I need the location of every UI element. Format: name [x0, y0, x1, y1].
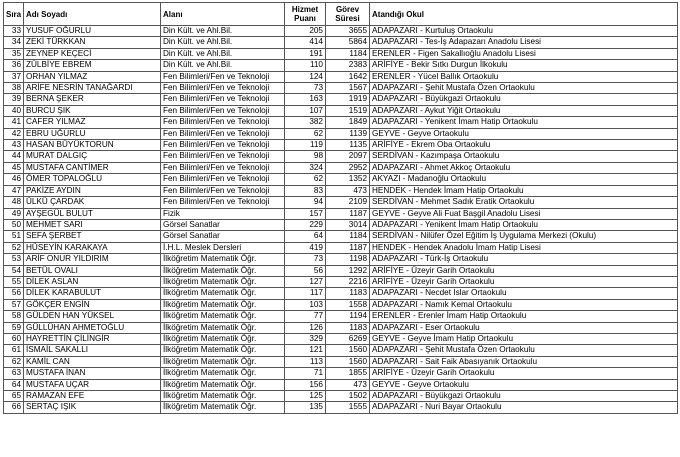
- cell-alani: Fizik: [161, 208, 285, 219]
- cell-sira: 55: [4, 276, 24, 287]
- cell-adi-soyadi: MUSTAFA İNAN: [24, 368, 161, 379]
- header-hizmet-puani-line2: Puanı: [294, 14, 316, 23]
- cell-hizmet-puani: 83: [285, 185, 326, 196]
- cell-atandigi-okul: AKYAZI - Madanoğlu Ortaokulu: [370, 174, 678, 185]
- cell-gorev-suresi: 1187: [326, 242, 370, 253]
- table-row: [4, 391, 678, 402]
- cell-adi-soyadi: GÜLLÜHAN AHMETOĞLU: [24, 322, 161, 333]
- cell-hizmet-puani: 329: [285, 333, 326, 344]
- cell-sira: 37: [4, 71, 24, 82]
- header-gorev-suresi-line2: Süresi: [335, 14, 360, 23]
- cell-hizmet-puani: 121: [285, 345, 326, 356]
- cell-sira: 56: [4, 288, 24, 299]
- table-row: [4, 94, 678, 105]
- table-row: [4, 254, 678, 265]
- table-row: [4, 185, 678, 196]
- cell-atandigi-okul: SERDİVAN - Kazımpaşa Ortaokulu: [370, 151, 678, 162]
- table-header-row: [4, 3, 678, 26]
- cell-gorev-suresi: 1642: [326, 71, 370, 82]
- table-row: [4, 311, 678, 322]
- cell-atandigi-okul: SERDİVAN - Nilüfer Özel Eğitim İş Uygulama Merkezi (Okulu): [370, 231, 678, 242]
- cell-sira: 64: [4, 379, 24, 390]
- cell-sira: 53: [4, 254, 24, 265]
- cell-adi-soyadi: HASAN BÜYÜKTORUN: [24, 140, 161, 151]
- cell-alani: Din Kült. ve Ahl.Bil.: [161, 37, 285, 48]
- cell-adi-soyadi: CAFER YILMAZ: [24, 117, 161, 128]
- table-row: [4, 356, 678, 367]
- header-gorev-suresi: [326, 3, 370, 26]
- cell-gorev-suresi: 2216: [326, 276, 370, 287]
- header-atandigi-okul: Atandığı Okul: [370, 3, 678, 26]
- cell-atandigi-okul: ADAPAZARI - Kurtuluş Ortaokulu: [370, 26, 678, 37]
- cell-adi-soyadi: HÜSEYİN KARAKAYA: [24, 242, 161, 253]
- cell-gorev-suresi: 1567: [326, 83, 370, 94]
- table-row: [4, 162, 678, 173]
- cell-alani: İlköğretim Matematik Öğr.: [161, 356, 285, 367]
- cell-atandigi-okul: ERENLER - Yücel Ballık Ortaokulu: [370, 71, 678, 82]
- table-row: [4, 128, 678, 139]
- cell-alani: Fen Bilimleri/Fen ve Teknoloji: [161, 151, 285, 162]
- cell-atandigi-okul: ADAPAZARI - Yenikent İmam Hatip Ortaokulu: [370, 117, 678, 128]
- cell-sira: 34: [4, 37, 24, 48]
- cell-sira: 46: [4, 174, 24, 185]
- cell-alani: İlköğretim Matematik Öğr.: [161, 379, 285, 390]
- cell-gorev-suresi: 1352: [326, 174, 370, 185]
- cell-gorev-suresi: 3014: [326, 219, 370, 230]
- cell-alani: İlköğretim Matematik Öğr.: [161, 311, 285, 322]
- cell-sira: 40: [4, 105, 24, 116]
- table-row: [4, 37, 678, 48]
- cell-adi-soyadi: MEHMET SARI: [24, 219, 161, 230]
- cell-hizmet-puani: 119: [285, 140, 326, 151]
- cell-hizmet-puani: 98: [285, 151, 326, 162]
- table-body: [4, 26, 678, 414]
- cell-sira: 66: [4, 402, 24, 413]
- cell-hizmet-puani: 126: [285, 322, 326, 333]
- cell-adi-soyadi: BERNA ŞEKER: [24, 94, 161, 105]
- cell-hizmet-puani: 157: [285, 208, 326, 219]
- table-row: [4, 231, 678, 242]
- cell-adi-soyadi: GÜLDEN HAN YÜKSEL: [24, 311, 161, 322]
- cell-adi-soyadi: DİLEK KARABULUT: [24, 288, 161, 299]
- table-row: [4, 60, 678, 71]
- table-row: [4, 208, 678, 219]
- cell-gorev-suresi: 1194: [326, 311, 370, 322]
- cell-gorev-suresi: 473: [326, 185, 370, 196]
- cell-sira: 57: [4, 299, 24, 310]
- cell-hizmet-puani: 205: [285, 26, 326, 37]
- cell-sira: 35: [4, 48, 24, 59]
- cell-gorev-suresi: 1502: [326, 391, 370, 402]
- cell-hizmet-puani: 107: [285, 105, 326, 116]
- table-row: [4, 174, 678, 185]
- cell-gorev-suresi: 1555: [326, 402, 370, 413]
- cell-adi-soyadi: EBRU UĞURLU: [24, 128, 161, 139]
- cell-hizmet-puani: 73: [285, 83, 326, 94]
- cell-alani: İlköğretim Matematik Öğr.: [161, 322, 285, 333]
- table-row: [4, 48, 678, 59]
- cell-hizmet-puani: 56: [285, 265, 326, 276]
- cell-adi-soyadi: MUSTAFA UÇAR: [24, 379, 161, 390]
- cell-sira: 47: [4, 185, 24, 196]
- cell-alani: Din Kült. ve Ahl.Bil.: [161, 60, 285, 71]
- cell-gorev-suresi: 1187: [326, 208, 370, 219]
- cell-sira: 60: [4, 333, 24, 344]
- table-row: [4, 333, 678, 344]
- cell-gorev-suresi: 1292: [326, 265, 370, 276]
- table-row: [4, 197, 678, 208]
- cell-atandigi-okul: GEYVE - Geyve Ortaokulu: [370, 128, 678, 139]
- cell-adi-soyadi: MUSTAFA CANTİMER: [24, 162, 161, 173]
- cell-alani: Fen Bilimleri/Fen ve Teknoloji: [161, 71, 285, 82]
- cell-gorev-suresi: 1183: [326, 288, 370, 299]
- cell-adi-soyadi: RAMAZAN EFE: [24, 391, 161, 402]
- cell-sira: 51: [4, 231, 24, 242]
- cell-hizmet-puani: 71: [285, 368, 326, 379]
- cell-gorev-suresi: 2109: [326, 197, 370, 208]
- cell-sira: 33: [4, 26, 24, 37]
- cell-sira: 45: [4, 162, 24, 173]
- cell-atandigi-okul: ERENLER - Erenler İmam Hatip Ortaokulu: [370, 311, 678, 322]
- cell-alani: İlköğretim Matematik Öğr.: [161, 333, 285, 344]
- table-row: [4, 242, 678, 253]
- cell-gorev-suresi: 3655: [326, 26, 370, 37]
- table-row: [4, 151, 678, 162]
- cell-adi-soyadi: AYŞEGÜL BULUT: [24, 208, 161, 219]
- cell-sira: 62: [4, 356, 24, 367]
- cell-hizmet-puani: 127: [285, 276, 326, 287]
- cell-atandigi-okul: ADAPAZARI - Nuri Bayar Ortaokulu: [370, 402, 678, 413]
- table-row: [4, 368, 678, 379]
- cell-adi-soyadi: SEFA ŞERBET: [24, 231, 161, 242]
- table-row: [4, 117, 678, 128]
- cell-sira: 36: [4, 60, 24, 71]
- cell-alani: İlköğretim Matematik Öğr.: [161, 299, 285, 310]
- cell-alani: Fen Bilimleri/Fen ve Teknoloji: [161, 162, 285, 173]
- cell-atandigi-okul: ADAPAZARI - Necdet Islar Ortaokulu: [370, 288, 678, 299]
- cell-atandigi-okul: SERDİVAN - Mehmet Sadık Eratik Ortaokulu: [370, 197, 678, 208]
- cell-alani: Fen Bilimleri/Fen ve Teknoloji: [161, 128, 285, 139]
- cell-atandigi-okul: ARİFİYE - Ekrem Oba Ortaokulu: [370, 140, 678, 151]
- cell-adi-soyadi: ARİF ONUR YILDIRIM: [24, 254, 161, 265]
- table-row: [4, 379, 678, 390]
- table-row: [4, 276, 678, 287]
- table-row: [4, 402, 678, 413]
- cell-adi-soyadi: ARİFE NESRİN TANAĞARDI: [24, 83, 161, 94]
- cell-sira: 61: [4, 345, 24, 356]
- cell-gorev-suresi: 1184: [326, 231, 370, 242]
- cell-alani: Din Kült. ve Ahl.Bil.: [161, 26, 285, 37]
- table-row: [4, 105, 678, 116]
- header-adi-soyadi: Adı Soyadı: [24, 3, 161, 26]
- cell-adi-soyadi: ZEKİ TÜRKKAN: [24, 37, 161, 48]
- cell-adi-soyadi: BURCU ŞIK: [24, 105, 161, 116]
- cell-atandigi-okul: ADAPAZARI - Yenikent İmam Hatip Ortaokulu: [370, 219, 678, 230]
- cell-gorev-suresi: 1183: [326, 322, 370, 333]
- cell-gorev-suresi: 1919: [326, 94, 370, 105]
- cell-gorev-suresi: 1855: [326, 368, 370, 379]
- cell-atandigi-okul: ADAPAZARI - Sait Faik Abasıyanık Ortaokulu: [370, 356, 678, 367]
- cell-atandigi-okul: ADAPAZARI - Türk-İş Ortaokulu: [370, 254, 678, 265]
- table-row: [4, 322, 678, 333]
- header-hizmet-puani: [285, 3, 326, 26]
- cell-hizmet-puani: 419: [285, 242, 326, 253]
- cell-adi-soyadi: SERTAÇ IŞIK: [24, 402, 161, 413]
- cell-atandigi-okul: GEYVE - Geyve Ortaokulu: [370, 379, 678, 390]
- cell-sira: 65: [4, 391, 24, 402]
- header-gorev-suresi-line1: Görev: [335, 5, 360, 14]
- cell-sira: 43: [4, 140, 24, 151]
- cell-adi-soyadi: HAYRETTİN ÇİLİNGİR: [24, 333, 161, 344]
- cell-alani: Fen Bilimleri/Fen ve Teknoloji: [161, 174, 285, 185]
- cell-adi-soyadi: KAMİL CAN: [24, 356, 161, 367]
- cell-gorev-suresi: 1519: [326, 105, 370, 116]
- cell-gorev-suresi: 1135: [326, 140, 370, 151]
- cell-adi-soyadi: GÖKÇER ENGİN: [24, 299, 161, 310]
- cell-sira: 50: [4, 219, 24, 230]
- cell-adi-soyadi: MURAT DALGIÇ: [24, 151, 161, 162]
- header-hizmet-puani-line1: Hizmet: [291, 5, 319, 14]
- cell-adi-soyadi: PAKİZE AYDIN: [24, 185, 161, 196]
- cell-alani: Fen Bilimleri/Fen ve Teknoloji: [161, 83, 285, 94]
- cell-sira: 63: [4, 368, 24, 379]
- cell-alani: İlköğretim Matematik Öğr.: [161, 254, 285, 265]
- cell-sira: 44: [4, 151, 24, 162]
- cell-sira: 38: [4, 83, 24, 94]
- header-sira: Sıra: [4, 3, 24, 26]
- cell-alani: İlköğretim Matematik Öğr.: [161, 276, 285, 287]
- assignment-table: [3, 2, 678, 414]
- cell-alani: İlköğretim Matematik Öğr.: [161, 368, 285, 379]
- cell-gorev-suresi: 1560: [326, 356, 370, 367]
- cell-hizmet-puani: 94: [285, 197, 326, 208]
- cell-atandigi-okul: ARİFİYE - Üzeyir Garih Ortaokulu: [370, 368, 678, 379]
- cell-gorev-suresi: 1849: [326, 117, 370, 128]
- cell-atandigi-okul: ARİFİYE - Üzeyir Garih Ortaokulu: [370, 276, 678, 287]
- cell-adi-soyadi: ZÜLBİYE EBREM: [24, 60, 161, 71]
- cell-adi-soyadi: İSMAİL SAKALLI: [24, 345, 161, 356]
- cell-sira: 59: [4, 322, 24, 333]
- cell-hizmet-puani: 191: [285, 48, 326, 59]
- cell-gorev-suresi: 2383: [326, 60, 370, 71]
- cell-atandigi-okul: ARİFİYE - Üzeyir Garih Ortaokulu: [370, 265, 678, 276]
- cell-sira: 41: [4, 117, 24, 128]
- cell-hizmet-puani: 229: [285, 219, 326, 230]
- cell-adi-soyadi: ZEYNEP KEÇECİ: [24, 48, 161, 59]
- cell-alani: Din Kült. ve Ahl.Bil.: [161, 48, 285, 59]
- cell-sira: 48: [4, 197, 24, 208]
- table-row: [4, 299, 678, 310]
- cell-atandigi-okul: ADAPAZARI - Büyükgazi Ortaokulu: [370, 94, 678, 105]
- cell-atandigi-okul: ADAPAZARI - Tes-İş Adapazarı Anadolu Lisesi: [370, 37, 678, 48]
- cell-gorev-suresi: 1139: [326, 128, 370, 139]
- header-alani: Alanı: [161, 3, 285, 26]
- table-row: [4, 83, 678, 94]
- cell-alani: Fen Bilimleri/Fen ve Teknoloji: [161, 197, 285, 208]
- cell-atandigi-okul: ADAPAZARI - Büyükgazi Ortaokulu: [370, 391, 678, 402]
- cell-gorev-suresi: 2952: [326, 162, 370, 173]
- cell-alani: İlköğretim Matematik Öğr.: [161, 345, 285, 356]
- cell-hizmet-puani: 73: [285, 254, 326, 265]
- cell-alani: Görsel Sanatlar: [161, 219, 285, 230]
- cell-hizmet-puani: 324: [285, 162, 326, 173]
- cell-gorev-suresi: 1198: [326, 254, 370, 265]
- cell-hizmet-puani: 77: [285, 311, 326, 322]
- cell-hizmet-puani: 103: [285, 299, 326, 310]
- cell-sira: 49: [4, 208, 24, 219]
- cell-gorev-suresi: 5864: [326, 37, 370, 48]
- table-row: [4, 288, 678, 299]
- cell-sira: 39: [4, 94, 24, 105]
- cell-sira: 42: [4, 128, 24, 139]
- cell-alani: Fen Bilimleri/Fen ve Teknoloji: [161, 185, 285, 196]
- cell-atandigi-okul: ADAPAZARI - Aykut Yiğit Ortaokulu: [370, 105, 678, 116]
- cell-hizmet-puani: 64: [285, 231, 326, 242]
- cell-hizmet-puani: 135: [285, 402, 326, 413]
- cell-atandigi-okul: ADAPAZARI - Namık Kemal Ortaokulu: [370, 299, 678, 310]
- cell-hizmet-puani: 156: [285, 379, 326, 390]
- cell-hizmet-puani: 382: [285, 117, 326, 128]
- cell-hizmet-puani: 62: [285, 128, 326, 139]
- table-row: [4, 345, 678, 356]
- table-row: [4, 140, 678, 151]
- cell-adi-soyadi: ÖMER TOPALOĞLU: [24, 174, 161, 185]
- cell-alani: Fen Bilimleri/Fen ve Teknoloji: [161, 94, 285, 105]
- table-row: [4, 26, 678, 37]
- cell-atandigi-okul: GEYVE - Geyve İmam Hatip Ortaokulu: [370, 333, 678, 344]
- cell-adi-soyadi: ORHAN YILMAZ: [24, 71, 161, 82]
- cell-hizmet-puani: 125: [285, 391, 326, 402]
- table-row: [4, 265, 678, 276]
- cell-alani: Görsel Sanatlar: [161, 231, 285, 242]
- cell-alani: İlköğretim Matematik Öğr.: [161, 402, 285, 413]
- cell-atandigi-okul: HENDEK - Hendek Anadolu İmam Hatip Lisesi: [370, 242, 678, 253]
- cell-alani: İlköğretim Matematik Öğr.: [161, 265, 285, 276]
- cell-hizmet-puani: 117: [285, 288, 326, 299]
- cell-hizmet-puani: 163: [285, 94, 326, 105]
- cell-alani: Fen Bilimleri/Fen ve Teknoloji: [161, 105, 285, 116]
- table-row: [4, 219, 678, 230]
- cell-atandigi-okul: ADAPAZARI - Şehit Mustafa Özen Ortaokulu: [370, 83, 678, 94]
- cell-adi-soyadi: DİLEK ASLAN: [24, 276, 161, 287]
- cell-adi-soyadi: YUSUF OĞURLU: [24, 26, 161, 37]
- cell-gorev-suresi: 1558: [326, 299, 370, 310]
- cell-atandigi-okul: ADAPAZARI - Eser Ortaokulu: [370, 322, 678, 333]
- cell-gorev-suresi: 6269: [326, 333, 370, 344]
- cell-gorev-suresi: 1184: [326, 48, 370, 59]
- cell-alani: İlköğretim Matematik Öğr.: [161, 288, 285, 299]
- cell-sira: 52: [4, 242, 24, 253]
- cell-atandigi-okul: ADAPAZARI - Şehit Mustafa Özen Ortaokulu: [370, 345, 678, 356]
- cell-atandigi-okul: ERENLER - Figen Sakallıoğlu Anadolu Lisesi: [370, 48, 678, 59]
- cell-hizmet-puani: 414: [285, 37, 326, 48]
- cell-atandigi-okul: GEYVE - Geyve Ali Fuat Başgil Anadolu Lisesi: [370, 208, 678, 219]
- cell-alani: Fen Bilimleri/Fen ve Teknoloji: [161, 117, 285, 128]
- cell-alani: İ.H.L. Meslek Dersleri: [161, 242, 285, 253]
- table-row: [4, 71, 678, 82]
- cell-gorev-suresi: 473: [326, 379, 370, 390]
- cell-adi-soyadi: BETÜL OVALI: [24, 265, 161, 276]
- cell-gorev-suresi: 1560: [326, 345, 370, 356]
- cell-hizmet-puani: 113: [285, 356, 326, 367]
- cell-hizmet-puani: 124: [285, 71, 326, 82]
- cell-atandigi-okul: ADAPAZARI - Ahmet Akkoç Ortaokulu: [370, 162, 678, 173]
- cell-hizmet-puani: 110: [285, 60, 326, 71]
- cell-sira: 58: [4, 311, 24, 322]
- cell-alani: Fen Bilimleri/Fen ve Teknoloji: [161, 140, 285, 151]
- cell-gorev-suresi: 2097: [326, 151, 370, 162]
- cell-atandigi-okul: HENDEK - Hendek İmam Hatip Ortaokulu: [370, 185, 678, 196]
- cell-adi-soyadi: ÜLKÜ ÇARDAK: [24, 197, 161, 208]
- cell-atandigi-okul: ARİFİYE - Bekir Sıtkı Durgun İlkokulu: [370, 60, 678, 71]
- cell-sira: 54: [4, 265, 24, 276]
- cell-hizmet-puani: 62: [285, 174, 326, 185]
- cell-alani: İlköğretim Matematik Öğr.: [161, 391, 285, 402]
